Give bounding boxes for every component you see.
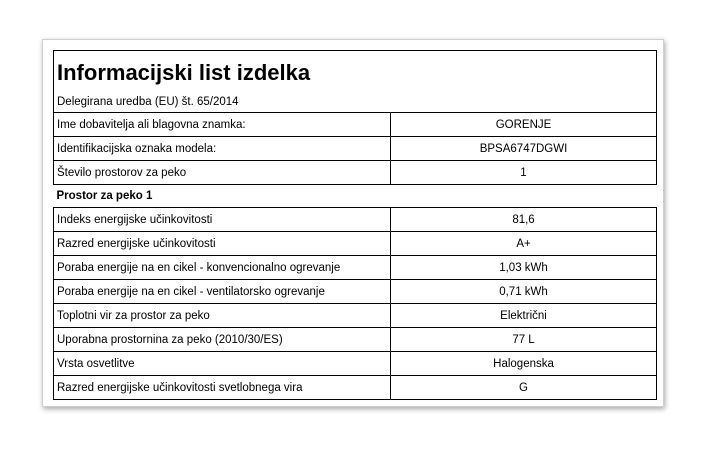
subtitle-row <box>54 91 657 113</box>
table-row <box>54 113 657 137</box>
row-value: G <box>391 376 657 400</box>
row-value: Električni <box>391 304 657 328</box>
regulation-reference: Delegirana uredba (EU) št. 65/2014 <box>54 91 657 113</box>
row-label: Vrsta osvetlitve <box>54 352 391 376</box>
row-label: Poraba energije na en cikel - konvencionalno ogrevanje <box>54 256 391 280</box>
row-label: Poraba energije na en cikel - ventilatorsko ogrevanje <box>54 280 391 304</box>
row-label: Uporabna prostornina za peko (2010/30/ES) <box>54 328 391 352</box>
table-row <box>54 328 657 352</box>
table-row <box>54 352 657 376</box>
row-label: Razred energijske učinkovitosti <box>54 232 391 256</box>
row-value: BPSA6747DGWI <box>391 137 657 161</box>
row-value: GORENJE <box>391 113 657 137</box>
row-value: 0,71 kWh <box>391 280 657 304</box>
section-row <box>54 185 657 208</box>
row-value: 81,6 <box>391 208 657 232</box>
row-value: Halogenska <box>391 352 657 376</box>
product-info-sheet <box>42 39 664 407</box>
table-row <box>54 208 657 232</box>
table-row <box>54 256 657 280</box>
row-label: Identifikacijska oznaka modela: <box>54 137 391 161</box>
table-row <box>54 232 657 256</box>
row-label: Indeks energijske učinkovitosti <box>54 208 391 232</box>
row-label: Ime dobavitelja ali blagovna znamka: <box>54 113 391 137</box>
table-row <box>54 304 657 328</box>
row-label: Toplotni vir za prostor za peko <box>54 304 391 328</box>
table-row <box>54 376 657 400</box>
row-value: A+ <box>391 232 657 256</box>
row-value: 77 L <box>391 328 657 352</box>
table-row <box>54 137 657 161</box>
section-title: Prostor za peko 1 <box>54 185 657 208</box>
sheet-title: Informacijski list izdelka <box>54 51 657 92</box>
row-value: 1,03 kWh <box>391 256 657 280</box>
table-row <box>54 280 657 304</box>
row-label: Razred energijske učinkovitosti svetlobnega vira <box>54 376 391 400</box>
title-row <box>54 51 657 92</box>
product-info-table <box>53 50 657 400</box>
row-label: Število prostorov za peko <box>54 161 391 185</box>
row-value: 1 <box>391 161 657 185</box>
table-row <box>54 161 657 185</box>
